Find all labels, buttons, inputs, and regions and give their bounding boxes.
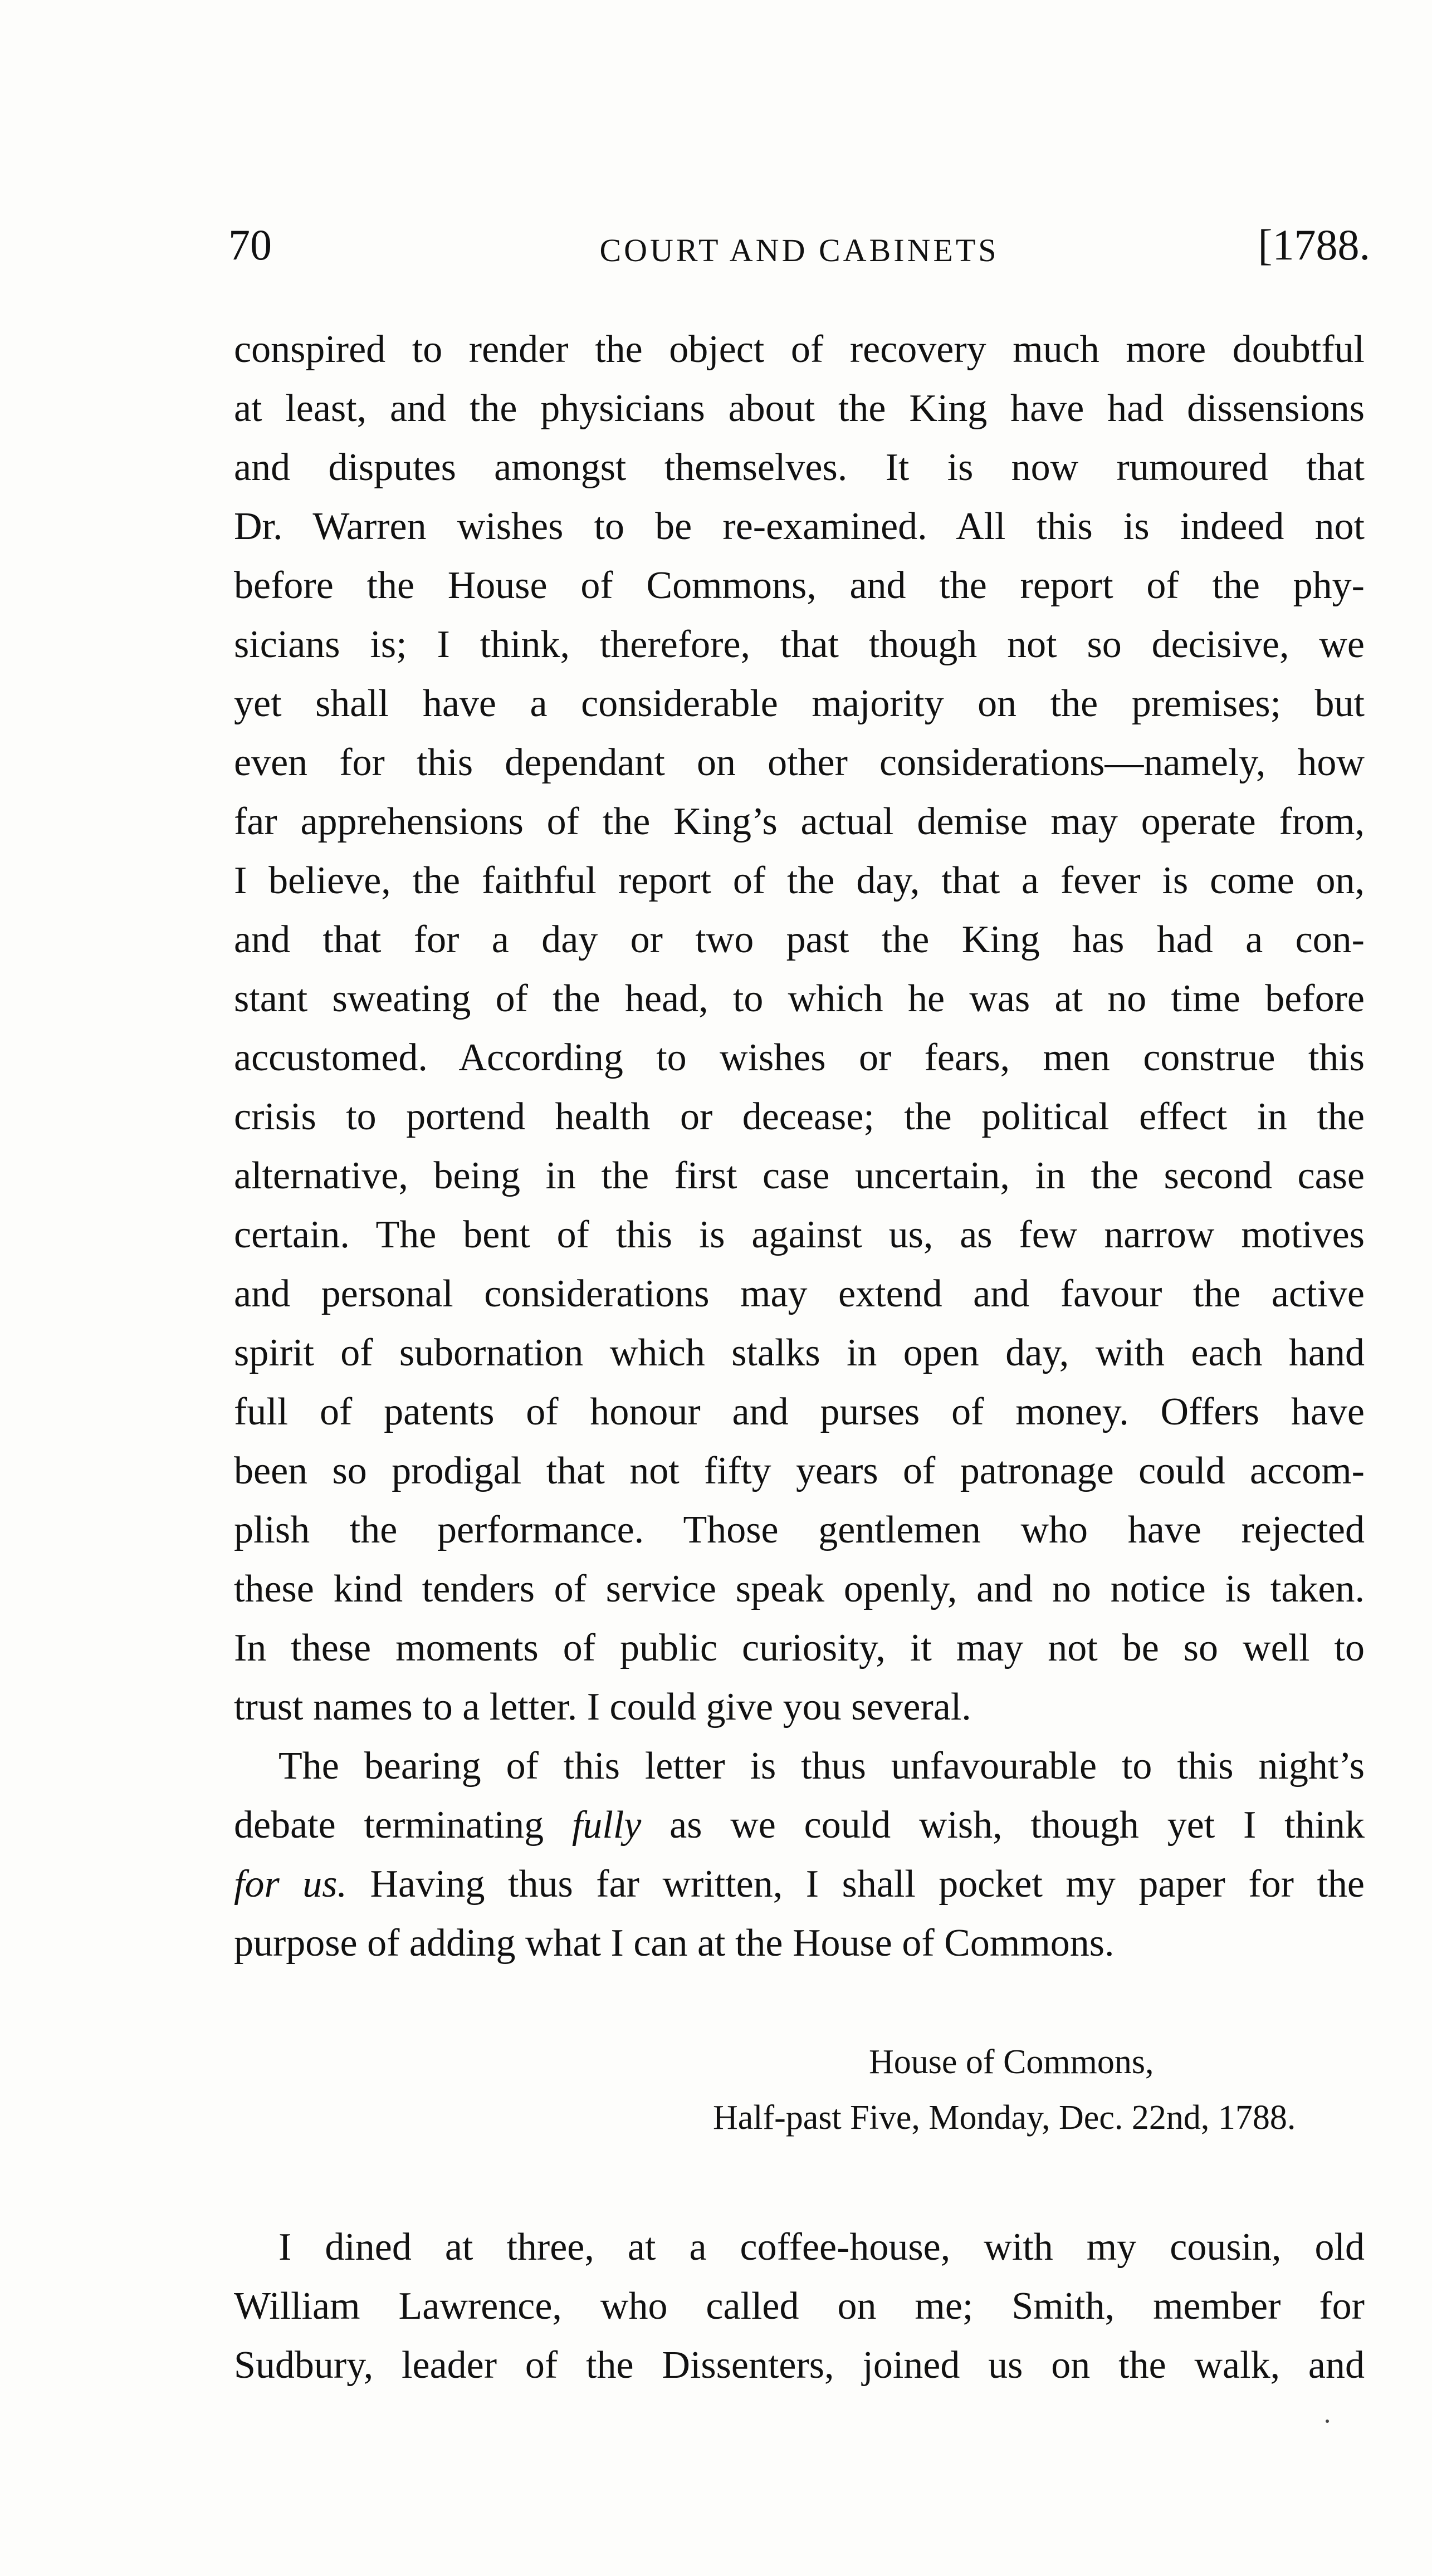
text-line: William Lawrence, who called on me; Smith, member for xyxy=(234,2285,1365,2328)
text-line: In these moments of public curiosity, it may not be so well to xyxy=(234,1627,1365,1669)
text-run: debate terminating xyxy=(234,1804,572,1847)
text-line: purpose of adding what I can at the House of Commons. xyxy=(234,1922,1115,1965)
body-text xyxy=(234,320,1365,2395)
text-line: these kind tenders of service speak openly, and no notice is taken. xyxy=(234,1568,1365,1610)
text-line: Sudbury, leader of the Dissenters, joined us on the walk, and xyxy=(234,2344,1365,2387)
text-line: at least, and the physicians about the King have had dissensions xyxy=(234,387,1365,430)
text-line: stant sweating of the head, to which he was at no time before xyxy=(234,977,1365,1020)
italic-emphasis: fully xyxy=(571,1804,642,1847)
text-line: spirit of subornation which stalks in open day, with each hand xyxy=(234,1331,1365,1374)
text-line: I believe, the faithful report of the day, that a fever is come on, xyxy=(234,859,1365,902)
paragraph-3 xyxy=(234,2218,1365,2395)
text-line: conspired to render the object of recovery much more doubtful xyxy=(234,328,1365,371)
text-line: trust names to a letter. I could give you several. xyxy=(234,1686,971,1728)
text-line: The bearing of this letter is thus unfavourable to this night’s xyxy=(278,1745,1365,1787)
text-line: full of patents of honour and purses of money. Offers have xyxy=(234,1390,1365,1433)
page-number: 70 xyxy=(228,221,272,269)
text-line: accustomed. According to wishes or fears, men construe this xyxy=(234,1036,1365,1079)
text-line: alternative, being in the first case uncertain, in the second case xyxy=(234,1154,1365,1197)
paragraph-1 xyxy=(234,320,1365,1737)
italic-emphasis: for us. xyxy=(234,1863,347,1906)
text-line: and disputes amongst themselves. It is now rumoured that xyxy=(234,446,1365,489)
text-line: sicians is; I think, therefore, that though not so decisive, we xyxy=(234,623,1365,666)
paragraph-2 xyxy=(234,1737,1365,1973)
text-line: I dined at three, at a coffee-house, with my cousin, old xyxy=(278,2226,1365,2269)
text-line: crisis to portend health or decease; the political effect in the xyxy=(234,1095,1365,1138)
text-run: as we could wish, though yet I think xyxy=(641,1804,1365,1847)
text-line: even for this dependant on other considerations—namely, how xyxy=(234,741,1365,784)
text-line xyxy=(234,1796,1365,1855)
dateline-time-date: Half-past Five, Monday, Dec. 22nd, 1788. xyxy=(713,2099,1296,2137)
text-line: and personal considerations may extend and favour the active xyxy=(234,1272,1365,1315)
text-line: far apprehensions of the King’s actual demise may operate from, xyxy=(234,800,1365,843)
letter-dateline xyxy=(234,2034,1365,2146)
text-line xyxy=(234,1855,1365,1914)
text-line: and that for a day or two past the King has had a con- xyxy=(234,918,1365,961)
dateline-place: House of Commons, xyxy=(869,2043,1154,2081)
text-line: before the House of Commons, and the report of the phy- xyxy=(234,564,1365,607)
running-head xyxy=(228,217,1370,278)
text-line: plish the performance. Those gentlemen who have rejected xyxy=(234,1509,1365,1551)
text-run: Having thus far written, I shall pocket my paper for the xyxy=(346,1863,1365,1906)
ink-speck xyxy=(1326,2420,1329,2423)
text-line: Dr. Warren wishes to be re-examined. All this is indeed not xyxy=(234,505,1365,548)
running-title: COURT AND CABINETS xyxy=(599,232,999,268)
text-line: yet shall have a considerable majority on the premises; but xyxy=(234,682,1365,725)
text-line: certain. The bent of this is against us, as few narrow motives xyxy=(234,1213,1365,1256)
text-line: been so prodigal that not fifty years of patronage could accom- xyxy=(234,1449,1365,1492)
year-marker: [1788. xyxy=(1258,221,1370,269)
